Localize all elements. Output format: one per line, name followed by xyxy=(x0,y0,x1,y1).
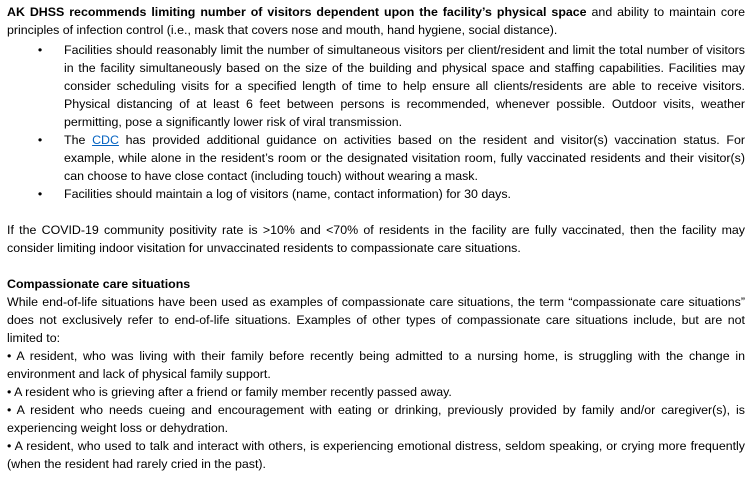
intro-bold-text: AK DHSS recommends limiting number of visitors dependent upon the facility’s physical space xyxy=(7,5,587,19)
bullet-marker: • xyxy=(37,133,43,147)
intro-rest-text: and ability to maintain core principles of infection control (i.e., mask that covers nose and mouth, hand hygiene, social distance). xyxy=(7,5,745,37)
bullet-item-visitor-log xyxy=(7,185,745,203)
bullet-item-visitor-limits xyxy=(7,41,745,131)
bullet-item-cdc-guidance xyxy=(7,131,745,185)
paragraph-spacer xyxy=(7,257,745,275)
bullet-text-after-link: has provided additional guidance on activities based on the resident and visitor(s) vaccination status. For example, while alone in the resident’s room or the designated visitation room, fully vaccinated residents and their visitor(s) can choose to have close contact (including touch) without wearing a mask. xyxy=(64,133,745,183)
cdc-link[interactable]: CDC xyxy=(92,133,119,147)
list-item: • A resident who needs cueing and encouragement with eating or drinking, previously provided by family and/or caregiver(s), is experiencing weight loss or dehydration. xyxy=(7,403,745,435)
bullet-text: Facilities should maintain a log of visitors (name, contact information) for 30 days. xyxy=(64,187,511,201)
paragraph-spacer xyxy=(7,203,745,221)
section-heading: Compassionate care situations xyxy=(7,277,191,291)
positivity-rate-paragraph: If the COVID-19 community positivity rate is >10% and <70% of residents in the facility are fully vaccinated, then the facility may consider limiting indoor visitation for unvaccinated residents to compassionate care situations. xyxy=(7,223,745,255)
compassionate-examples-list xyxy=(7,347,745,473)
bullet-marker: • xyxy=(37,43,43,57)
list-item: • A resident, who was living with their family before recently being admitted to a nursing home, is struggling with the change in environment and lack of physical family support. xyxy=(7,349,745,381)
list-item: • A resident who is grieving after a friend or family member recently passed away. xyxy=(7,385,452,399)
bullet-text: Facilities should reasonably limit the number of simultaneous visitors per client/resident and limit the total number of visitors in the facility simultaneously based on the size of the building and physical space and staffing capabilities. Facilities may consider scheduling visits for a specified length of time to help ensure all clients/residents are able to receive visitors. Physical distancing of at least 6 feet between persons is recommended, whenever possible. Outdoor visits, weather permitting, pose a significantly lower risk of viral transmission. xyxy=(64,43,745,129)
guidance-bullet-list xyxy=(7,41,745,203)
bullet-text-before-link: The xyxy=(64,133,93,147)
list-item: • A resident, who used to talk and interact with others, is experiencing emotional distress, seldom speaking, or crying more frequently (when the resident had rarely cried in the past). xyxy=(7,439,745,471)
bullet-marker: • xyxy=(37,187,43,201)
intro-paragraph xyxy=(7,3,745,39)
compassionate-intro-paragraph: While end-of-life situations have been used as examples of compassionate care situations, the term “compassionate care situations” does not exclusively refer to end-of-life situations. Examples of other types of compassionate care situations include, but are not limited to: xyxy=(7,295,745,345)
